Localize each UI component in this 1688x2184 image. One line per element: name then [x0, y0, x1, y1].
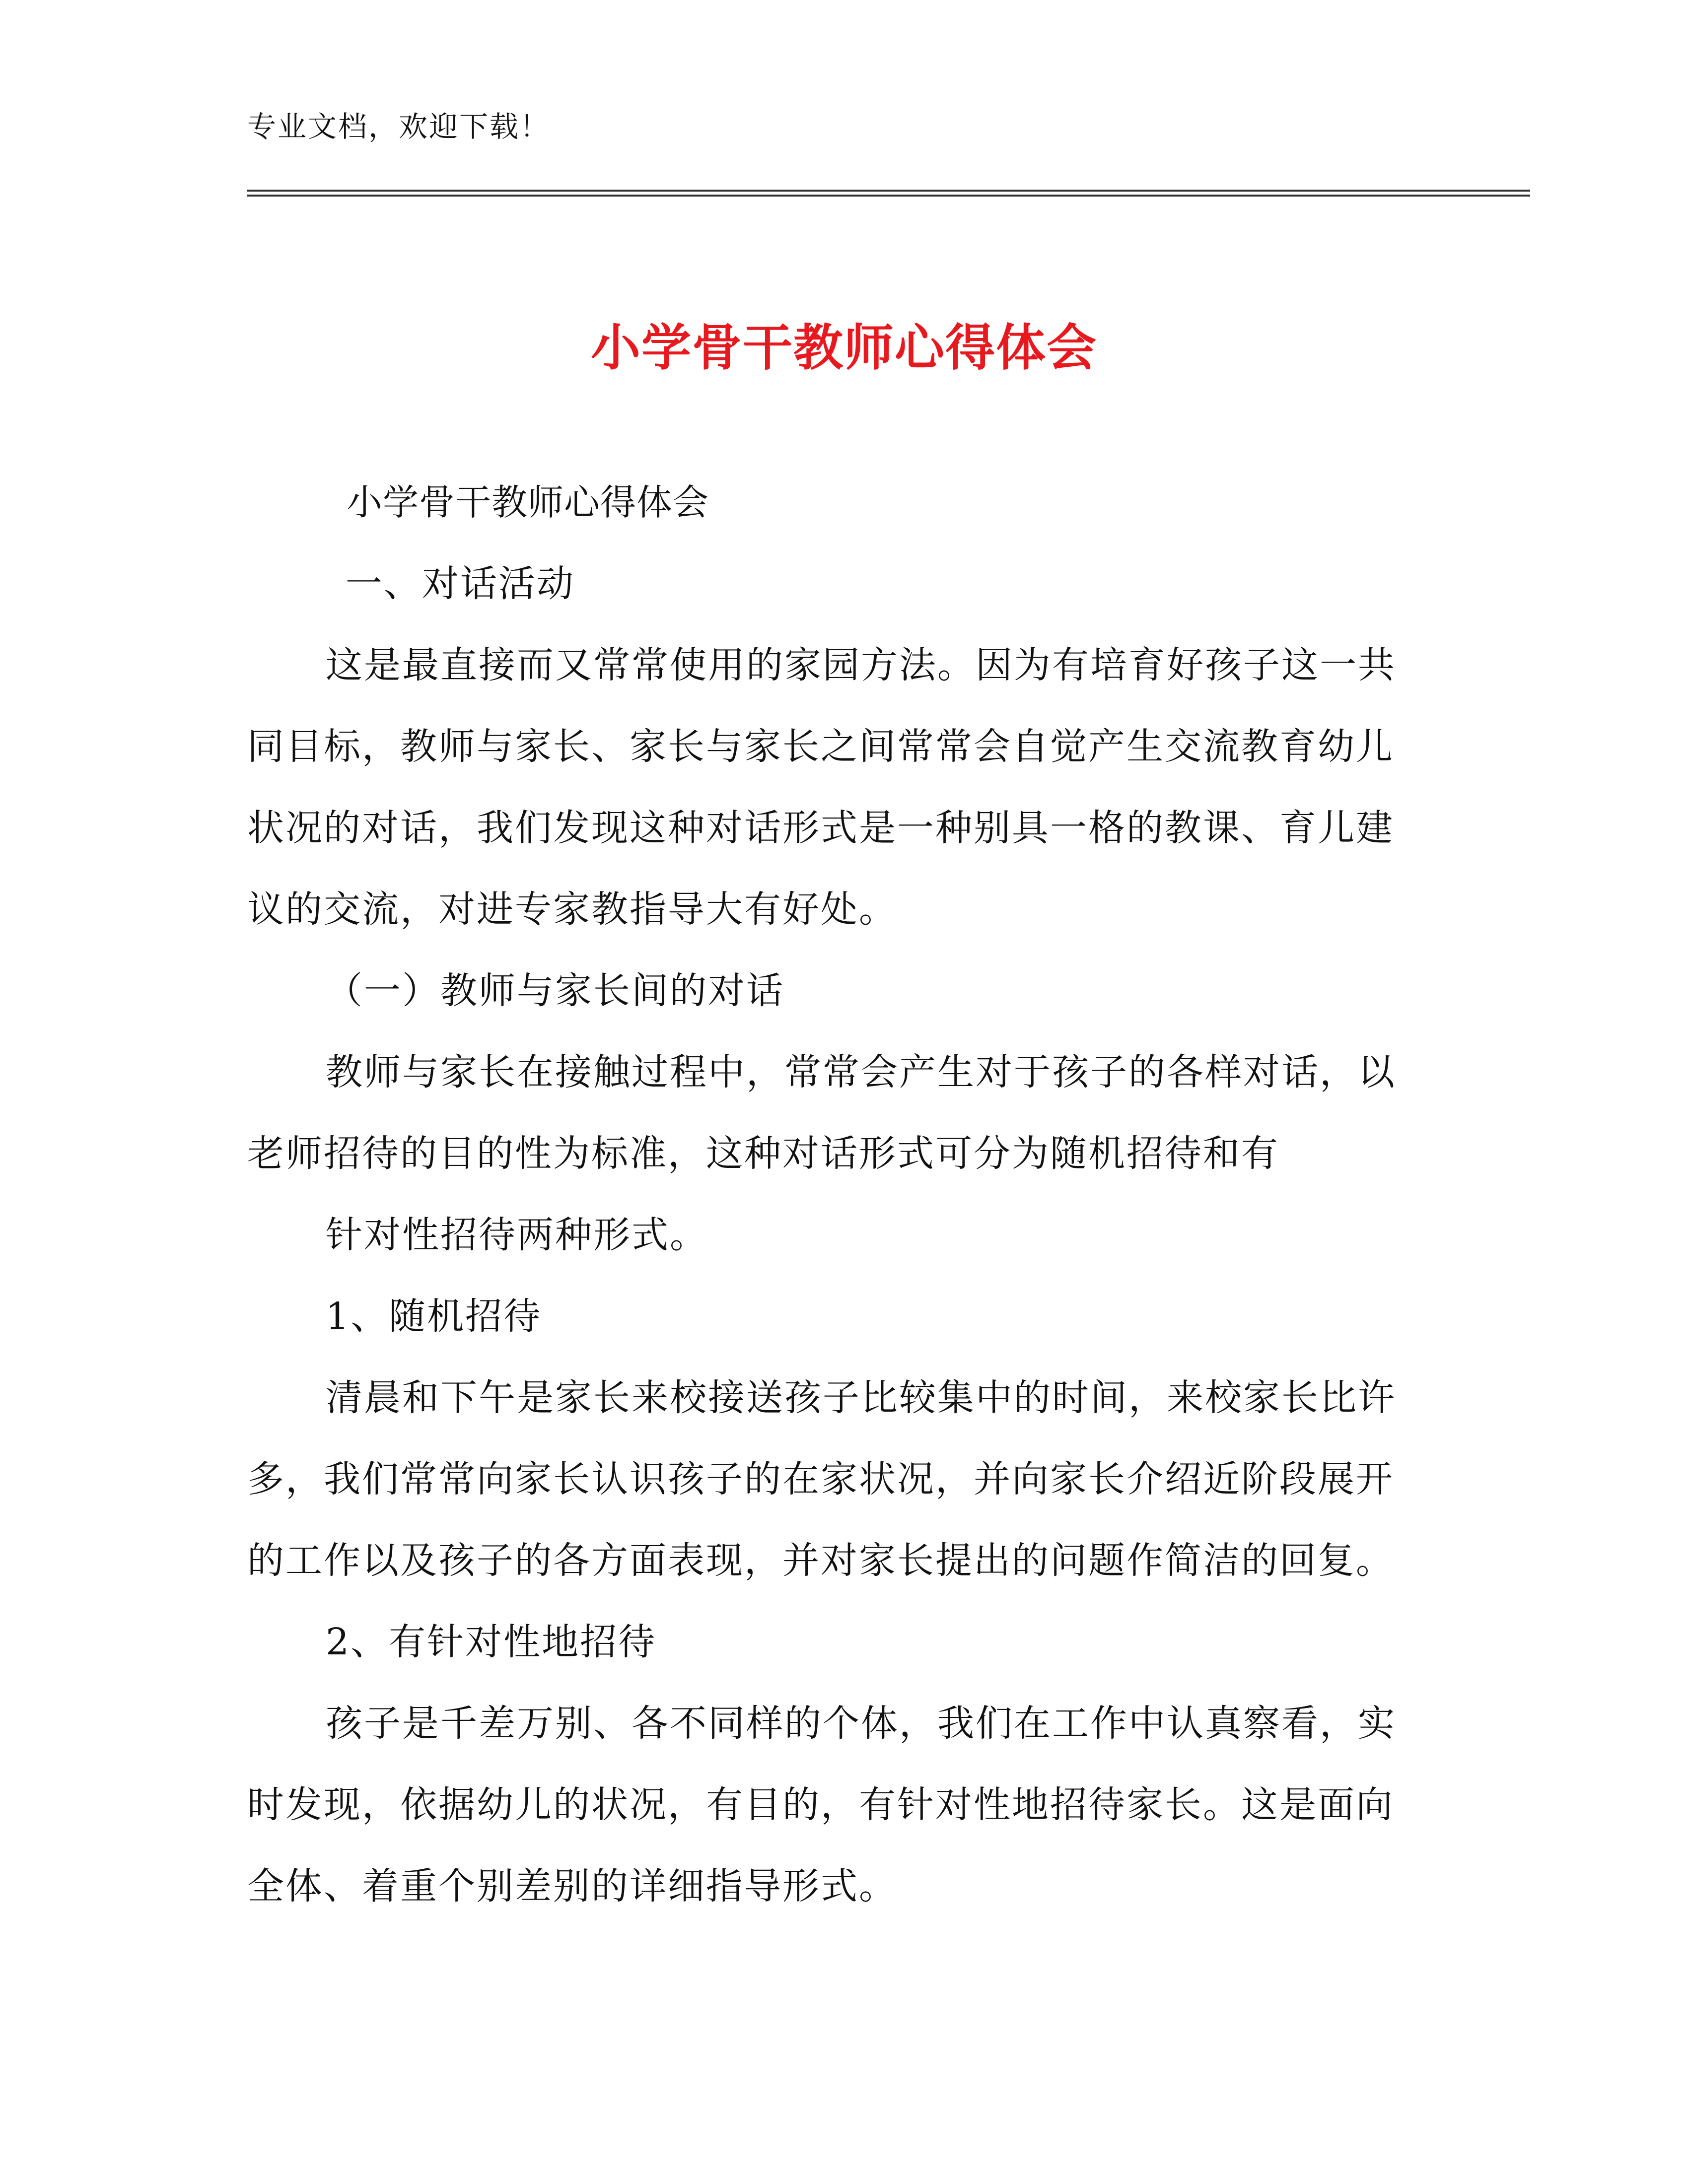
paragraph: 孩子是千差万别、各不同样的个体，我们在工作中认真察看，实时发现，依据幼儿的状况，有目的，有针对性地招待家长。这是面向全体、着重个别差别的详细指导形式。 [247, 1702, 1396, 1908]
document-subtitle: 小学骨干教师心得体会 [347, 481, 709, 523]
paragraph: 这是最直接而又常常使用的家园方法。因为有培育好孩子这一共同目标，教师与家长、家长与家长之间常常会自觉产生交流教育幼儿状况的对话，我们发现这种对话形式是一种别具一格的教课、育儿建议的交流，对进专家教指导大有好处。 [247, 644, 1396, 931]
header-divider [247, 190, 1530, 192]
paragraph: 教师与家长在接触过程中，常常会产生对于孩子的各样对话，以老师招待的目的性为标准，这种对话形式可分为随机招待和有 [247, 1051, 1396, 1175]
subsection-heading: （一）教师与家长间的对话 [326, 969, 784, 1012]
item-heading: 2、有针对性地招待 [326, 1621, 657, 1663]
header-divider-secondary [247, 195, 1530, 197]
section-heading: 一、对话活动 [346, 562, 575, 605]
paragraph-continuation: 针对性招待两种形式。 [326, 1214, 708, 1256]
document-title: 小学骨干教师心得体会 [591, 319, 1097, 377]
paragraph: 清晨和下午是家长来校接送孩子比较集中的时间，来校家长比许多，我们常常向家长认识孩子的在家状况，并向家长介绍近阶段展开的工作以及孩子的各方面表现，并对家长提出的问题作简洁的回复。 [247, 1376, 1396, 1582]
document-body [247, 462, 1399, 1927]
header-note: 专业文档，欢迎下载！ [247, 110, 551, 143]
item-heading: 1、随机招待 [326, 1295, 542, 1338]
